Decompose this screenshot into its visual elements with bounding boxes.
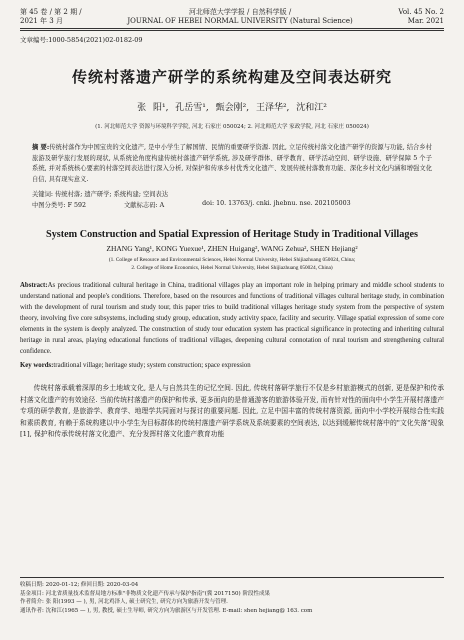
- en-affiliation-2: 2. College of Home Economics, Hebei Normal University, Hebei Shijiazhuang 050024, China): [131, 265, 333, 271]
- clc-number: 中图分类号: F 592: [32, 202, 86, 209]
- cn-abstract: [32, 143, 432, 185]
- en-authors: ZHANG Yang¹, KONG Yuexue¹, ZHEN Huigang², WANG Zehua², SHEN Hejiang²: [106, 244, 358, 253]
- en-abstract-text: As precious traditional cultural heritage in China, traditional villages play an important role in helping primary and middle school students to understand national and people's conditions. Therefore, based on the resources and functions of traditional villages cultural heritage study, in combination with the development of rural tourism and study tour, this paper tries to build traditional villages heritage study system from the perspective of system theory, involving five core subsystems, including study group, education, study activity space, facility and security. Village spatial expression of some core elements in the system is deeply analyzed. The construction of study tour education system has practical significance in protecting and inheriting cultural heritage in rural areas, playing educational functions of traditional villages, deepening cultural connotation of rural tourism and strengthening cultural confidence.: [20, 282, 444, 355]
- cn-title: 传统村落遗产研学的系统构建及空间表达研究: [71, 68, 392, 86]
- header-journal-cn: 河北师范大学学报 / 自然科学版 /: [188, 8, 292, 16]
- header-rule: [20, 28, 444, 29]
- header-left: [20, 8, 82, 26]
- en-keywords: [20, 362, 444, 369]
- header-right: [398, 8, 444, 26]
- en-keywords-text: traditional village; heritage study; system construction; space expression: [53, 362, 251, 369]
- header-date-cn: 2021 年 3 月: [20, 17, 63, 25]
- cn-keywords: 关键词: 传统村落; 遗产研学; 系统构建; 空间表达: [32, 191, 169, 198]
- en-title: System Construction and Spatial Expression of Heritage Study in Traditional Villages: [46, 229, 418, 240]
- en-abstract: [20, 280, 444, 357]
- footnote-received: 收稿日期: 2020-01-12; 修回日期: 2020-03-04: [20, 582, 139, 588]
- en-affiliations: [20, 256, 444, 272]
- header-volume: 第 45 卷 / 第 2 期 /: [20, 8, 82, 16]
- header-date-en: Mar. 2021: [407, 17, 444, 25]
- header-vol-en: Vol. 45 No. 2: [398, 8, 444, 16]
- body-paragraph: 传统村落承载着深厚的乡土地域文化, 是人与自然共生的记忆空间. 因此, 传统村落研学旅行不仅是乡村旅游模式的创新, 更是保护和传承村落文化遗产的有效途径. 当前传统村落遗产的保护和传承, 更多面向的是普通游客的旅游体验开发, 而有针对性的面向中小学生开展村落遗产专项的研学教育, 是旅游学、教育学、地理学共同面对与探讨的重要问题. 因此, 立足中国丰富的传统村落资源, 面向中小学校开展综合性实践和素质教育, 有赖于系统构建以中小学生为目标群体的传统村落遗产研学系统及系统要素的空间表达, 以达到缓解传统村落中的"文化失落"现象[1], 保护和传承传统村落文化遗产、充分发挥村落文化遗产教育功能: [20, 384, 444, 438]
- document-code: 文献标志码: A: [124, 202, 165, 209]
- header-rule-thin: [20, 30, 444, 31]
- header-center: [127, 8, 352, 26]
- footnote: [20, 577, 444, 615]
- footnote-author: 作者简介: 张 阳(1993 — ), 男, 河北鸡泽人, 硕士研究生, 研究方向为旅游开发与管理.: [20, 599, 228, 605]
- cn-abstract-label: 摘 要:: [32, 144, 50, 151]
- header-journal-en: JOURNAL OF HEBEI NORMAL UNIVERSITY (Natural Science): [127, 17, 353, 25]
- cn-abstract-text: 传统村落作为中国宝贵的文化遗产, 是中小学生了解国情、民情的重要研学资源. 因此, 立足传统村落文化遗产研学的资源与功能, 结合乡村旅游及研学旅行发展的现状, 从系统论角度构建传统村落遗产研学系统, 涉及研学群体、研学教育、研学活动空间、研学设施、研学保障 5 个子系统, 并对系统核心要素的村落空间表达进行深入分析, 对保护和传承乡村优秀文化遗产、发展传统村落教育功能、深化乡村文化内涵和增强文化自信, 具有现实意义.: [32, 144, 432, 183]
- cn-affiliations: (1. 河北师范大学 资源与环境科学学院, 河北 石家庄 050024; 2. 河北师范大学 家政学院, 河北 石家庄 050024): [95, 124, 369, 130]
- doi: doi: 10. 13763/j. cnki. jhebnu. nse. 202105003: [202, 200, 351, 207]
- footnote-corresponding: 通讯作者: 沈和江(1965 — ), 男, 教授, 硕士生导师, 研究方向为旅游区与开发管理. E-mail: shen hejiang@ 163. com: [20, 607, 313, 614]
- cn-authors: 张 阳¹, 孔岳雪¹, 甄会刚², 王泽华², 沈和江²: [137, 103, 327, 113]
- cn-classification: [32, 200, 432, 209]
- article-number: 文章编号:1000-5854(2021)02-0182-09: [20, 36, 143, 44]
- running-header: [20, 0, 444, 26]
- footnote-fund: 基金项目: 河北省质量技术监督局地方标准"非物质文化遗产传承与保护指南"(冀 2017150) 阶段性成果: [20, 590, 270, 597]
- en-abstract-label: Abstract:: [20, 282, 48, 289]
- en-affiliation-1: (1. College of Resource and Environmental Sciences, Hebei Normal University, Hebei Shijiazhuang 050024, China;: [108, 257, 356, 263]
- en-keywords-label: Key words:: [20, 362, 54, 369]
